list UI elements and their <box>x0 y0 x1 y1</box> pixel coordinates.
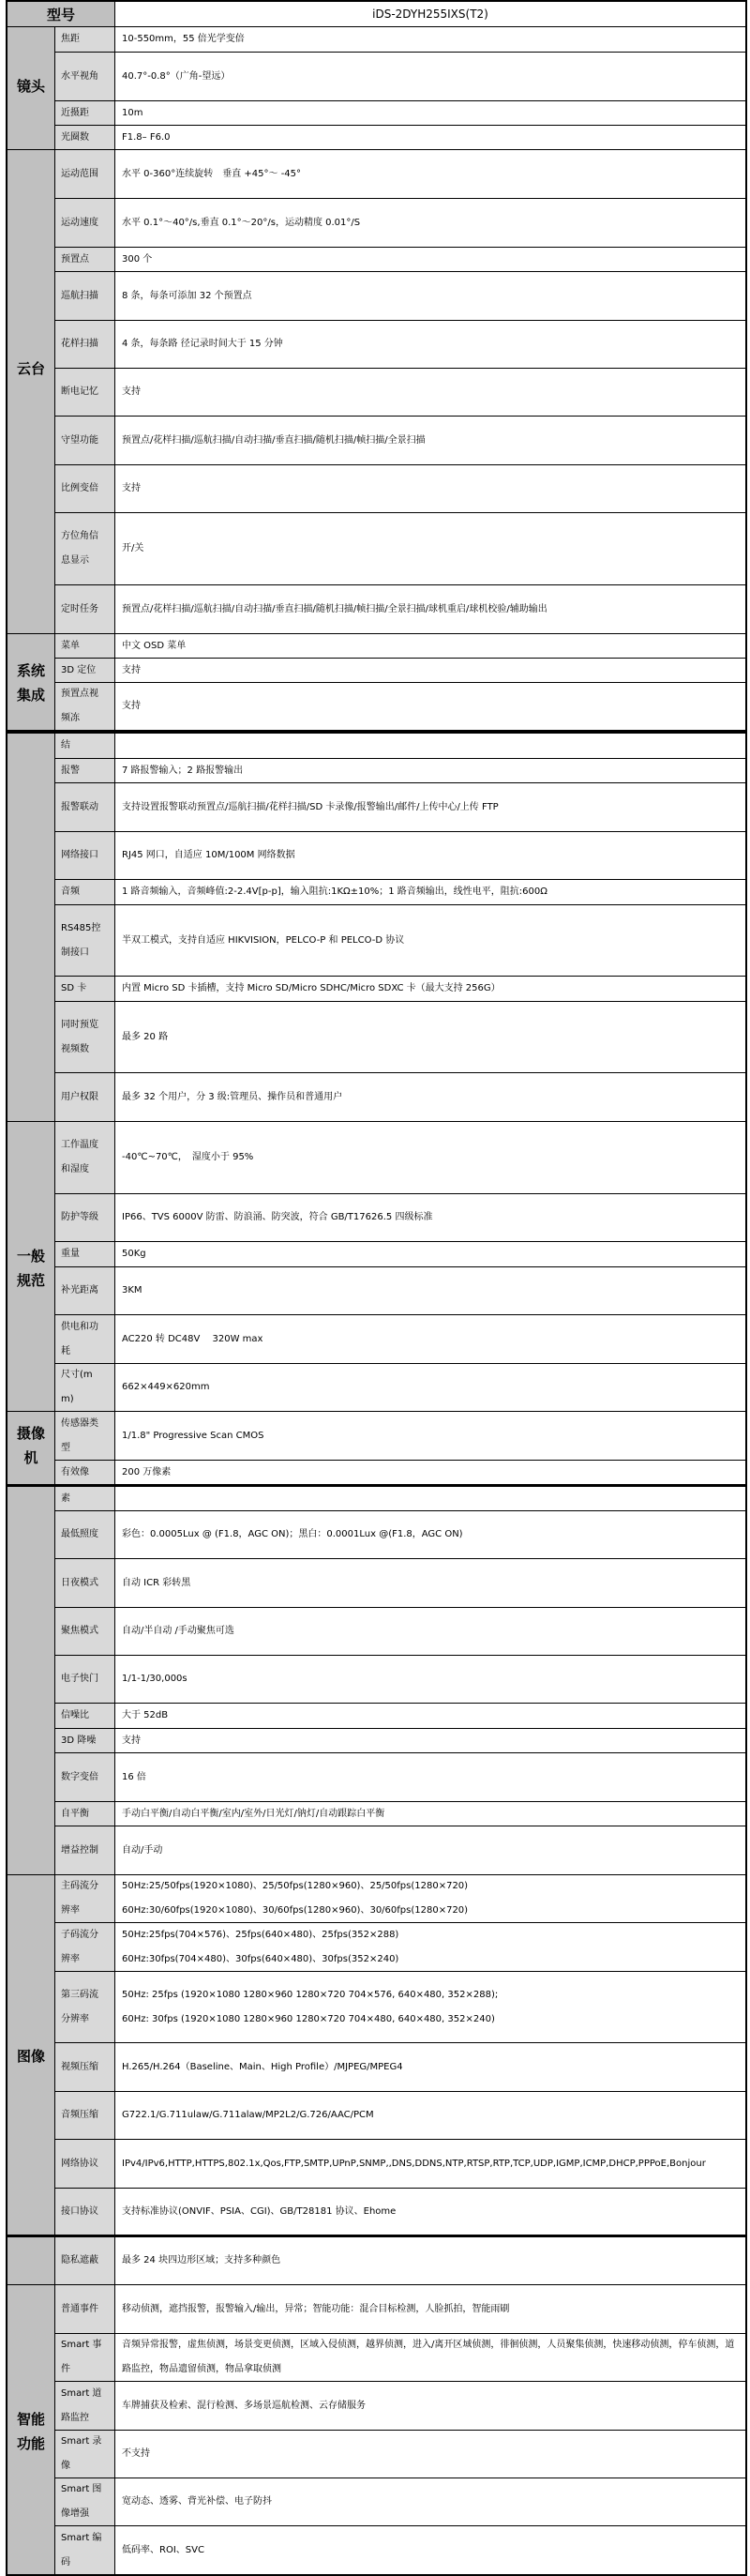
spec-value: 移动侦测，遮挡报警，报警输入/输出，异常；智能功能：混合目标检测，人脸抓拍，智能雨刷 <box>114 2284 747 2334</box>
category-block <box>6 2236 55 2285</box>
spec-value: IPv4/IPv6,HTTP,HTTPS,802.1x,Qos,FTP,SMTP,UPnP,SNMP,,DNS,DDNS,NTP,RTSP,RTP,TCP,UDP,IGMP,ICMP,DHCP,PPPoE,Bonjour <box>114 2139 747 2189</box>
spec-value: AC220 转 DC48V 320W max <box>114 1314 747 1364</box>
spec-value: RJ45 网口，自适应 10M/100M 网络数据 <box>114 831 747 880</box>
spec-label: 增益控制 <box>54 1826 115 1875</box>
spec-label: 防护等级 <box>54 1193 115 1242</box>
spec-value: 内置 Micro SD 卡插槽，支持 Micro SD/Micro SDHC/Micro SDXC 卡（最大支持 256G） <box>114 976 747 1002</box>
spec-label: 水平视角 <box>54 52 115 101</box>
spec-value: 彩色：0.0005Lux @ (F1.8，AGC ON)；黑白：0.0001Lux @(F1.8，AGC ON) <box>114 1510 747 1559</box>
spec-label: 视频压缩 <box>54 2042 115 2092</box>
spec-label: 3D 降噪 <box>54 1728 115 1753</box>
spec-value: H.265/H.264（Baseline、Main、High Profile）/MJPEG/MPEG4 <box>114 2042 747 2092</box>
spec-value: 自动 ICR 彩转黑 <box>114 1558 747 1608</box>
spec-value: 不支持 <box>114 2430 747 2478</box>
spec-label: 音频 <box>54 879 115 905</box>
spec-label: Smart 录像 <box>54 2430 115 2478</box>
spec-value: 1 路音频输入，音频峰值:2-2.4V[p-p]，输入阻抗:1KΩ±10%；1 路音频输出，线性电平，阻抗:600Ω <box>114 879 747 905</box>
spec-value: 支持 <box>114 1728 747 1753</box>
spec-value: 50Hz: 25fps (1920×1080 1280×960 1280×720 704×576, 640×480, 352×288); 60Hz: 30fps (1920×1080 1280×960 1280×720 704×480, 640×480, 352×240) <box>114 1971 747 2043</box>
spec-value: 10-550mm，55 倍光学变倍 <box>114 26 747 53</box>
spec-label: 方位角信息显示 <box>54 512 115 585</box>
spec-value <box>114 1486 747 1511</box>
spec-value: 支持标准协议(ONVIF、PSIA、CGI)、GB/T28181 协议、Ehome <box>114 2188 747 2235</box>
spec-value: 7 路报警输入；2 路报警输出 <box>114 758 747 783</box>
spec-label: 自平衡 <box>54 1801 115 1826</box>
spec-label: 报警联动 <box>54 782 115 832</box>
spec-label: 花样扫描 <box>54 320 115 369</box>
spec-value: 低码率、ROI、SVC <box>114 2525 747 2575</box>
spec-value: 最多 24 块四边形区域；支持多种颜色 <box>114 2236 747 2285</box>
spec-value: 大于 52dB <box>114 1703 747 1729</box>
spec-label: RS485控制接口 <box>54 904 115 977</box>
spec-label: 接口协议 <box>54 2188 115 2235</box>
model-value: iDS-2DYH255IXS(T2) <box>114 0 747 27</box>
spec-label: 隐私遮蔽 <box>54 2236 115 2285</box>
spec-label: 巡航扫描 <box>54 271 115 321</box>
spec-label: 预置点 <box>54 247 115 272</box>
spec-value: 50Hz:25fps(704×576)、25fps(640×480)、25fps(352×288) 60Hz:30fps(704×480)、30fps(640×480)、30fps(352×240) <box>114 1922 747 1972</box>
spec-label: 同时预览视频数 <box>54 1001 115 1073</box>
spec-label: 报警 <box>54 758 115 783</box>
spec-value: 1/1.8" Progressive Scan CMOS <box>114 1411 747 1461</box>
spec-value: 水平 0.1°～40°/s,垂直 0.1°～20°/s，运动精度 0.01°/S <box>114 198 747 248</box>
spec-value: 水平 0-360°连续旋转 垂直 +45°～ -45° <box>114 149 747 199</box>
spec-label: 重量 <box>54 1241 115 1267</box>
spec-value <box>114 733 747 759</box>
spec-value: 支持设置报警联动预置点/巡航扫描/花样扫描/SD 卡录像/报警输出/邮件/上传中心/上传 FTP <box>114 782 747 832</box>
spec-value: 支持 <box>114 682 747 731</box>
spec-label: 用户权限 <box>54 1072 115 1122</box>
category-title: 镜头 <box>16 78 45 95</box>
category-title: 摄像 机 <box>16 1425 45 1466</box>
category-block <box>6 1486 55 1875</box>
category-title: 一般 规范 <box>16 1248 45 1289</box>
spec-value: 自动/手动 <box>114 1826 747 1875</box>
category-title: 系统 集成 <box>16 662 45 704</box>
spec-label: 素 <box>54 1486 115 1511</box>
spec-value: 50Hz:25/50fps(1920×1080)、25/50fps(1280×960)、25/50fps(1280×720) 60Hz:30/60fps(1920×1080)、30/60fps(1280×960)、30/60fps(1280×720) <box>114 1874 747 1923</box>
spec-value: 40.7°-0.8°（广角-望远） <box>114 52 747 101</box>
category-title: 图像 <box>16 2048 45 2065</box>
spec-value: 预置点/花样扫描/巡航扫描/自动扫描/垂直扫描/随机扫描/帧扫描/全景扫描 <box>114 416 747 465</box>
spec-label: 近摄距 <box>54 100 115 126</box>
category-block <box>6 633 55 731</box>
spec-label: 运动范围 <box>54 149 115 199</box>
category-block <box>6 149 55 634</box>
spec-label: 尺寸(mm) <box>54 1363 115 1412</box>
spec-label: 焦距 <box>54 26 115 53</box>
spec-value: 中文 OSD 菜单 <box>114 633 747 659</box>
spec-label: 日夜模式 <box>54 1558 115 1608</box>
spec-value: 支持 <box>114 464 747 513</box>
category-block <box>6 26 55 150</box>
spec-label: 传感器类型 <box>54 1411 115 1461</box>
spec-label: 电子快门 <box>54 1655 115 1704</box>
spec-label: 普通事件 <box>54 2284 115 2334</box>
spec-label: 菜单 <box>54 633 115 659</box>
spec-value: 1/1-1/30,000s <box>114 1655 747 1704</box>
spec-label: 工作温度和湿度 <box>54 1121 115 1194</box>
spec-label: 3D 定位 <box>54 658 115 683</box>
spec-label: 光圈数 <box>54 125 115 150</box>
spec-label: 网络接口 <box>54 831 115 880</box>
category-block <box>6 1874 55 2235</box>
spec-value: 最多 32 个用户，分 3 级:管理员、操作员和普通用户 <box>114 1072 747 1122</box>
spec-label: Smart 事件 <box>54 2333 115 2382</box>
spec-value: 16 倍 <box>114 1752 747 1802</box>
page-break-line <box>6 1485 747 1487</box>
spec-value: 自动/半自动 /手动聚焦可选 <box>114 1607 747 1656</box>
spec-value: 10m <box>114 100 747 126</box>
spec-value: 200 万像素 <box>114 1460 747 1485</box>
spec-value: 开/关 <box>114 512 747 585</box>
spec-label: 主码流分辨率 <box>54 1874 115 1923</box>
spec-label: Smart 编码 <box>54 2525 115 2575</box>
spec-value: 300 个 <box>114 247 747 272</box>
spec-label: 网络协议 <box>54 2139 115 2189</box>
page-break-line <box>6 2235 747 2237</box>
spec-value: 3KM <box>114 1266 747 1315</box>
category-block <box>6 1121 55 1412</box>
category-title: 云台 <box>16 360 45 377</box>
spec-label: 子码流分辨率 <box>54 1922 115 1972</box>
spec-value: IP66、TVS 6000V 防雷、防浪涌、防突波，符合 GB/T17626.5 四级标准 <box>114 1193 747 1242</box>
spec-value: 支持 <box>114 658 747 683</box>
spec-label: 断电记忆 <box>54 368 115 417</box>
model-label: 型号 <box>6 0 115 27</box>
spec-label: 补光距离 <box>54 1266 115 1315</box>
spec-value: 50Kg <box>114 1241 747 1267</box>
spec-label: 预置点视频冻 <box>54 682 115 731</box>
spec-label: 守望功能 <box>54 416 115 465</box>
spec-label: 数字变倍 <box>54 1752 115 1802</box>
spec-label: 结 <box>54 733 115 759</box>
spec-label: 最低照度 <box>54 1510 115 1559</box>
spec-label: 比例变倍 <box>54 464 115 513</box>
spec-label: 第三码流分辨率 <box>54 1971 115 2043</box>
spec-label: SD 卡 <box>54 976 115 1002</box>
spec-value: F1.8– F6.0 <box>114 125 747 150</box>
spec-label: 信噪比 <box>54 1703 115 1729</box>
spec-value: 最多 20 路 <box>114 1001 747 1073</box>
spec-label: 定时任务 <box>54 584 115 634</box>
category-block <box>6 733 55 1122</box>
category-block <box>6 1411 55 1485</box>
spec-label: Smart 道路监控 <box>54 2381 115 2431</box>
spec-value: 手动白平衡/自动白平衡/室内/室外/日光灯/钠灯/自动跟踪白平衡 <box>114 1801 747 1826</box>
spec-value: 8 条，每条可添加 32 个预置点 <box>114 271 747 321</box>
spec-value: 宽动态、透雾、背光补偿、电子防抖 <box>114 2478 747 2526</box>
spec-label: 音频压缩 <box>54 2091 115 2140</box>
category-block <box>6 2284 55 2575</box>
spec-label: Smart 图像增强 <box>54 2478 115 2526</box>
spec-label: 有效像 <box>54 1460 115 1485</box>
spec-label: 供电和功耗 <box>54 1314 115 1364</box>
spec-value: 半双工模式，支持自适应 HIKVISION，PELCO-P 和 PELCO-D 协议 <box>114 904 747 977</box>
spec-value: 4 条，每条路 径记录时间大于 15 分钟 <box>114 320 747 369</box>
spec-value: -40℃~70℃， 湿度小于 95% <box>114 1121 747 1194</box>
spec-value: 预置点/花样扫描/巡航扫描/自动扫描/垂直扫描/随机扫描/帧扫描/全景扫描/球机重启/球机校验/辅助输出 <box>114 584 747 634</box>
spec-label: 聚焦模式 <box>54 1607 115 1656</box>
spec-value: 支持 <box>114 368 747 417</box>
category-title: 智能 功能 <box>16 2411 45 2452</box>
spec-value: 音频异常报警，虚焦侦测，场景变更侦测，区域入侵侦测，越界侦测，进入/离开区域侦测，徘徊侦测，人员聚集侦测，快速移动侦测，停车侦测，道路监控，物品遗留侦测，物品拿取侦测 <box>114 2333 747 2382</box>
spec-label: 运动速度 <box>54 198 115 248</box>
spec-value: 662×449×620mm <box>114 1363 747 1412</box>
spec-value: G722.1/G.711ulaw/G.711alaw/MP2L2/G.726/AAC/PCM <box>114 2091 747 2140</box>
page-break-line <box>6 731 747 733</box>
spec-value: 车牌捕获及检索、混行检测、多场景巡航检测、云存储服务 <box>114 2381 747 2431</box>
